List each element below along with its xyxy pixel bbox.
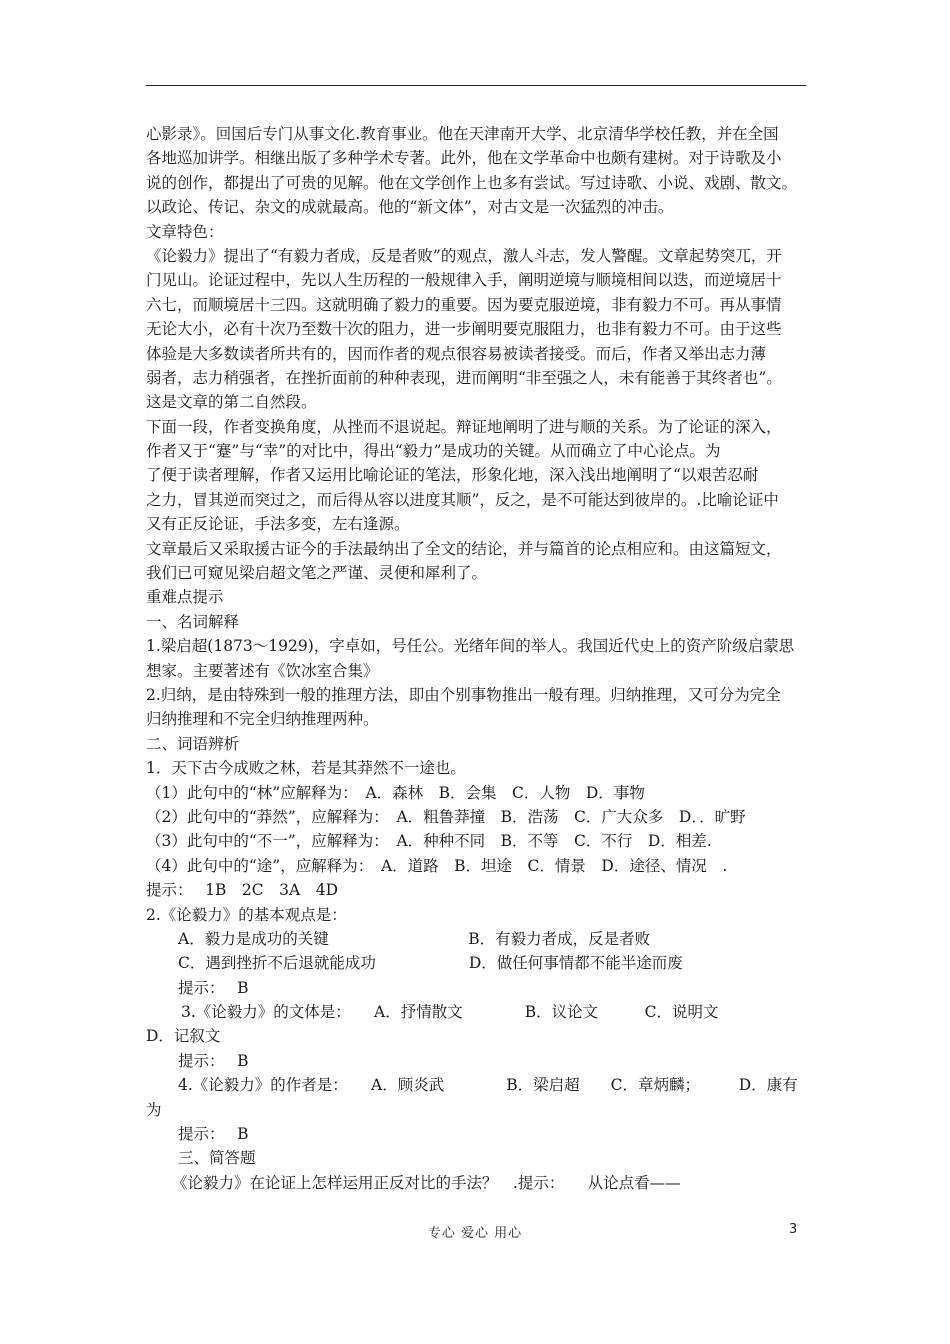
text-line: 提示： 1B 2C 3A 4D bbox=[146, 881, 338, 900]
text-line: 3.《论毅力》的文体是： A．抒情散文 B．议论文 C．说明文 bbox=[181, 1003, 719, 1022]
text-line: 之力，冒其逆而突过之，而后得从容以进度其顺”，反之，是不可能达到彼岸的。.比喻论证中 bbox=[146, 490, 779, 509]
text-line: 下面一段，作者变换角度，从挫而不退说起。辩证地阐明了进与顺的关系。为了论证的深入， bbox=[146, 417, 782, 436]
text-line: 文章最后又采取援古证今的手法最纳出了全文的结论，并与篇首的论点相应和。由这篇短文， bbox=[146, 539, 782, 558]
text-line: 心影录》。回国后专门从事文化.教育事业。他在天津南开大学、北京清华学校任教，并在全国 bbox=[146, 125, 779, 143]
header-rule bbox=[146, 85, 806, 86]
text-line: 提示： B bbox=[178, 1051, 249, 1070]
text-line: 无论大小，必有十次乃至数十次的阻力，进一步阐明要克服阻力，也非有毅力不可。由于这些 bbox=[146, 320, 782, 339]
text-line: 1.梁启超(1873～1929)，字卓如，号任公。光绪年间的举人。我国近代史上的资产阶级启蒙思 bbox=[146, 637, 795, 656]
text-line: 这是文章的第二自然段。 bbox=[146, 393, 317, 412]
text-line: 弱者，志力稍强者，在挫折面前的种种表现，进而阐明“非至强之人，未有能善于其终者也”。 bbox=[146, 368, 782, 387]
text-line: 一、名词解释 bbox=[146, 612, 240, 631]
text-line: 《论毅力》在论证上怎样运用正反对比的手法？ .提示： 从论点看—— bbox=[172, 1173, 681, 1192]
text-line: 《论毅力》提出了“有毅力者成，反是者败”的观点，激人斗志，发人警醒。文章起势突兀，开 bbox=[146, 246, 782, 265]
footer-motto: 专心 爱心 用心 bbox=[427, 1226, 523, 1241]
text-line: 三、简答题 bbox=[178, 1149, 256, 1168]
text-line: 我们已可窥见梁启超文笔之严谨、灵便和犀利了。 bbox=[146, 564, 488, 583]
text-line: 又有正反论证，手法多变，左右逢源。 bbox=[146, 515, 410, 534]
text-line: 体验是大多数读者所共有的，因而作者的观点很容易被读者接受。而后，作者又举出志力薄 bbox=[146, 344, 767, 363]
text-line: （2）此句中的“莽然”，应解释为： A．粗鲁莽撞 B．浩荡 C．广大众多 D．．旷野 bbox=[146, 807, 746, 826]
text-line: 重难点提示 bbox=[146, 588, 224, 607]
text-line: 以政论、传记、杂文的成就最高。他的“新文体”，对古文是一次猛烈的冲击。 bbox=[146, 198, 674, 217]
text-line: 文章特色： bbox=[146, 222, 224, 241]
text-line: 归纳推理和不完全归纳推理两种。 bbox=[146, 710, 379, 729]
text-line: D．记叙文 bbox=[146, 1027, 221, 1046]
text-line: 2.《论毅力》的基本观点是： bbox=[146, 905, 347, 924]
text-line: 作者又于“蹇”与“幸”的对比中，得出“毅力”是成功的关键。从而确立了中心论点。为 bbox=[146, 442, 721, 461]
text-line: 六七，而顺境居十三四。这就明确了毅力的重要。因为要克服逆境，非有毅力不可。再从事情 bbox=[146, 295, 782, 314]
text-line: 门见山。论证过程中，先以人生历程的一般规律入手，阐明逆境与顺境相间以迭，而逆境居十 bbox=[146, 271, 782, 290]
text-line: 各地巡加讲学。相继出版了多种学术专著。此外，他在文学革命中也颇有建树。对于诗歌及小 bbox=[146, 149, 782, 168]
text-line: （4）此句中的“途”，应解释为： A．道路 B．坦途 C．情景 D．途径、情况 . bbox=[146, 856, 728, 875]
text-line: 2.归纳，是由特殊到一般的推理方法，即由个别事物推出一般有理。归纳推理，又可分为完全 bbox=[146, 685, 781, 704]
text-line: A．毅力是成功的关键 B．有毅力者成，反是者败 bbox=[178, 929, 651, 948]
text-line: （1）此句中的“林”应解释为： A．森林 B．会集 C．人物 D．事物 bbox=[146, 783, 645, 802]
text-line: 想家。主要著述有《饮冰室合集》 bbox=[146, 661, 379, 680]
text-line: 说的创作，都提出了可贵的见解。他在文学创作上也多有尝试。写过诗歌、小说、戏剧、散文。 bbox=[146, 173, 798, 192]
document-body bbox=[146, 122, 818, 1195]
text-line: C．遇到挫折不后退就能成功 D．做任何事情都不能半途而废 bbox=[178, 954, 683, 973]
text-line: 提示： B bbox=[178, 1125, 249, 1144]
text-line: 4.《论毅力》的作者是： A．顾炎武 B．梁启超 C．章炳麟； D．康有 bbox=[178, 1076, 798, 1095]
text-line: 了便于读者理解，作者又运用比喻论证的笔法，形象化地，深入浅出地阐明了“以艰苦忍耐 bbox=[146, 466, 759, 485]
text-line: 二、词语辨析 bbox=[146, 734, 240, 753]
text-line: 1．天下古今成败之林，若是其莽然不一途也。 bbox=[146, 759, 466, 778]
text-line: 提示： B bbox=[178, 978, 249, 997]
page-number: 3 bbox=[789, 1222, 798, 1237]
text-line: 为 bbox=[146, 1100, 162, 1119]
text-line: （3）此句中的“不一”，应解释为： A．种种不同 B．不等 C．不行 D．相差. bbox=[146, 832, 712, 851]
